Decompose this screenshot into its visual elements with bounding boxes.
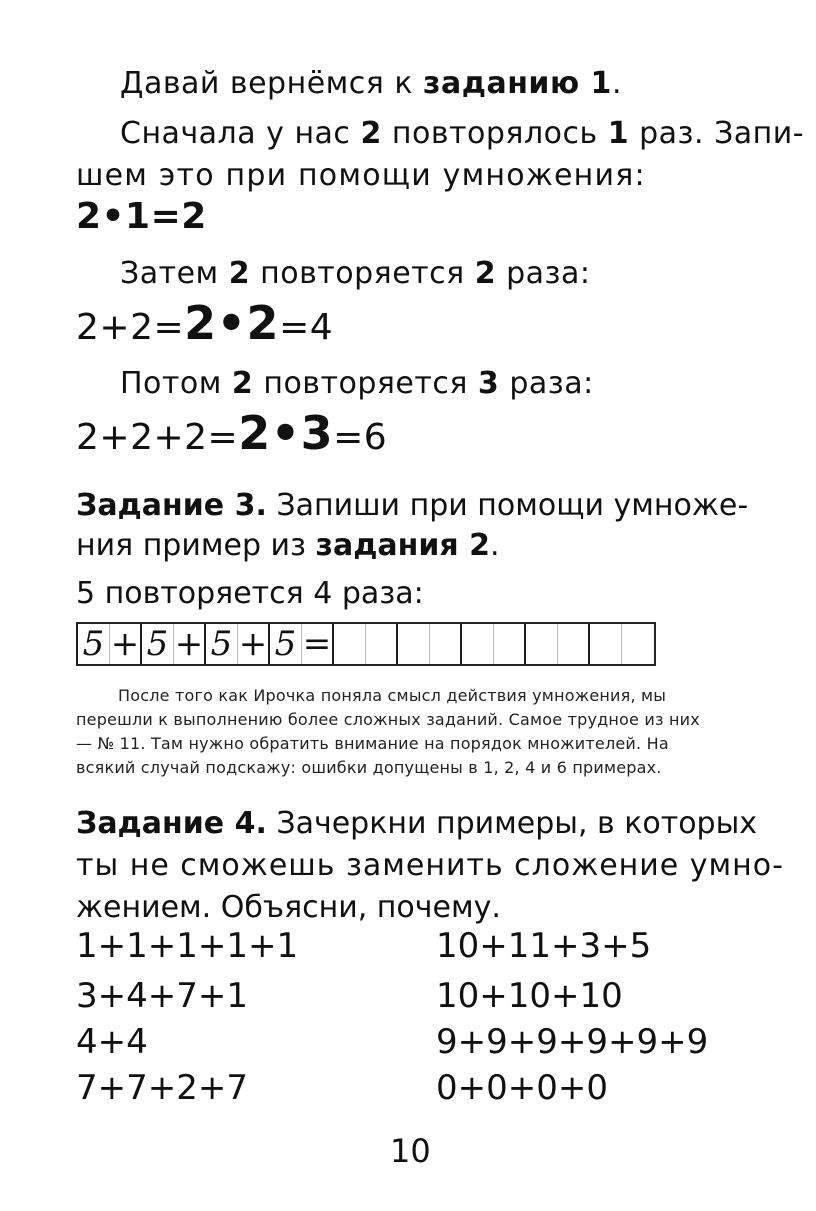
text: . (611, 66, 622, 101)
note-line-1: После того как Ирочка поняла смысл действия умножения, мы (118, 686, 667, 705)
bold-number: 2 (474, 256, 497, 291)
example-left-1[interactable]: 1+1+1+1+1 (76, 926, 299, 966)
grid-cell[interactable] (462, 624, 494, 664)
bold-number: 2 (228, 256, 251, 291)
bold-text: заданию 1 (423, 66, 612, 101)
text: повторялось (381, 116, 608, 151)
text: 2+2= (76, 307, 185, 348)
task3-line-1 (76, 488, 748, 523)
page-number: 10 (390, 1132, 431, 1170)
task4-line-2: ты не сможешь заменить сложение умно- (76, 848, 784, 883)
grid-cell[interactable] (430, 624, 462, 664)
text: Затем (120, 256, 229, 291)
bold-number: 2 (231, 366, 254, 401)
grid-cell[interactable]: 5 (206, 624, 238, 664)
example-left-3[interactable]: 4+4 (76, 1022, 148, 1062)
equation-3 (76, 406, 387, 460)
grid-cell[interactable] (494, 624, 526, 664)
big-product: 2•2 (184, 296, 280, 350)
intro-line-1 (120, 66, 622, 101)
grid-cell[interactable] (590, 624, 622, 664)
task-title: Задание 3. (76, 488, 267, 523)
answer-grid (76, 622, 656, 666)
task3-line-2 (76, 528, 500, 563)
bold-number: 3 (477, 366, 500, 401)
text: 2+2+2= (76, 417, 239, 458)
text: Сначала у нас (120, 116, 361, 151)
task3-prompt: 5 повторяется 4 раза: (76, 576, 424, 611)
grid-cell[interactable] (366, 624, 398, 664)
bold-number: 2 (360, 116, 382, 151)
text: повторяется (253, 366, 478, 401)
text: Давай вернёмся к (120, 66, 424, 101)
grid-cell[interactable]: + (110, 624, 142, 664)
text: Запиши при помощи умноже- (266, 488, 749, 523)
grid-cell[interactable]: = (302, 624, 334, 664)
example-right-3[interactable]: 9+9+9+9+9+9 (436, 1022, 709, 1062)
grid-cell[interactable] (622, 624, 654, 664)
equation-1: 2•1=2 (76, 196, 207, 237)
text: Зачеркни примеры, в которых (266, 806, 758, 841)
example-right-4[interactable]: 0+0+0+0 (436, 1068, 608, 1108)
note-line-2: перешли к выполнению более сложных заданий. Самое трудное из них (76, 710, 700, 729)
grid-cell[interactable]: + (174, 624, 206, 664)
grid-cell[interactable]: 5 (142, 624, 174, 664)
equation-2 (76, 296, 333, 350)
intro-line-3: шем это при помощи умножения: (76, 158, 646, 193)
text: Потом (120, 366, 232, 401)
intro-line-5 (120, 366, 594, 401)
text: =4 (279, 307, 334, 348)
text: повторяется (250, 256, 475, 291)
example-left-4[interactable]: 7+7+2+7 (76, 1068, 248, 1108)
example-left-2[interactable]: 3+4+7+1 (76, 976, 248, 1016)
task4-line-1 (76, 806, 757, 841)
big-product: 2•3 (238, 406, 334, 460)
grid-cell[interactable] (334, 624, 366, 664)
grid-cell[interactable] (398, 624, 430, 664)
note-line-3: — № 11. Там нужно обратить внимание на порядок множителей. На (76, 734, 669, 753)
example-right-1[interactable]: 10+11+3+5 (436, 926, 652, 966)
text: . (490, 528, 500, 563)
text: раза: (499, 366, 594, 401)
intro-line-4 (120, 256, 591, 291)
text: =6 (333, 417, 388, 458)
text: раз. Запи- (629, 116, 805, 151)
example-right-2[interactable]: 10+10+10 (436, 976, 623, 1016)
note-line-4: всякий случай подскажу: ошибки допущены в 1, 2, 4 и 6 примерах. (76, 758, 662, 777)
text: раза: (496, 256, 591, 291)
task4-line-3: жением. Объясни, почему. (76, 890, 501, 925)
grid-cell[interactable]: + (238, 624, 270, 664)
bold-text: задания 2 (315, 528, 490, 563)
grid-cell[interactable] (558, 624, 590, 664)
text: ния пример из (76, 528, 316, 563)
bold-number: 1 (607, 116, 630, 151)
grid-cell[interactable]: 5 (78, 624, 110, 664)
intro-line-2 (120, 116, 804, 151)
grid-cell[interactable]: 5 (270, 624, 302, 664)
grid-cell[interactable] (526, 624, 558, 664)
task-title: Задание 4. (76, 806, 267, 841)
